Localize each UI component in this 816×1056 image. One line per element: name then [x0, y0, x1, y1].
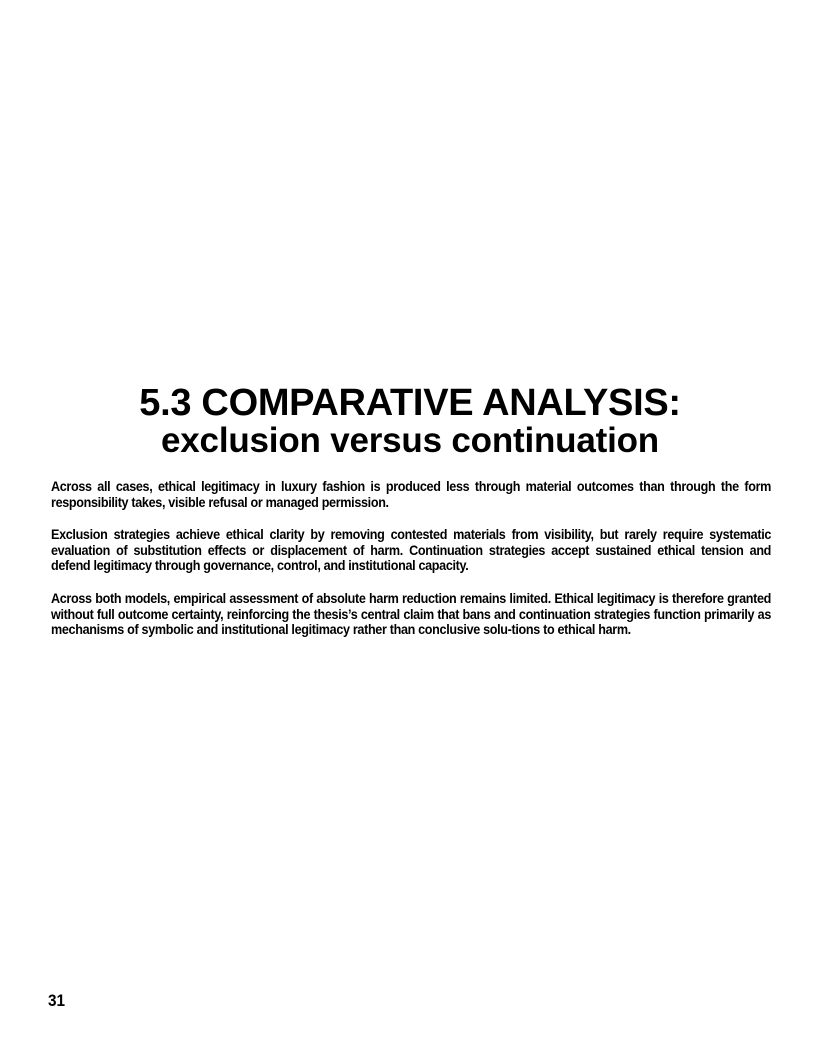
paragraph-2: Exclusion strategies achieve ethical clarity by removing contested materials from visibility, but rarely require systematic evaluation of substitution effects or displacement of harm. Continuation strategies accept sustained ethical tension and defend legitimacy through governance, control, and institutional capacity. [51, 527, 772, 574]
paragraph-3: Across both models, empirical assessment of absolute harm reduction remains limited. Ethical legitimacy is therefore granted without full outcome certainty, reinforcing the thesis’s central claim that bans and continuation strategies function primarily as mechanisms of symbolic and institutional legitimacy rather than conclusive solu-tions to ethical harm. [51, 590, 772, 638]
paragraph-1: Across all cases, ethical legitimacy in luxury fashion is produced less through material outcomes than through the form responsibility takes, visible refusal or managed permission. [51, 479, 772, 510]
section-heading [50, 384, 770, 459]
page-number: 31 [48, 991, 66, 1010]
body-text [51, 479, 771, 655]
section-title: 5.3 COMPARATIVE ANALYSIS: [139, 382, 681, 424]
section-subtitle: exclusion versus continuation [161, 421, 659, 460]
